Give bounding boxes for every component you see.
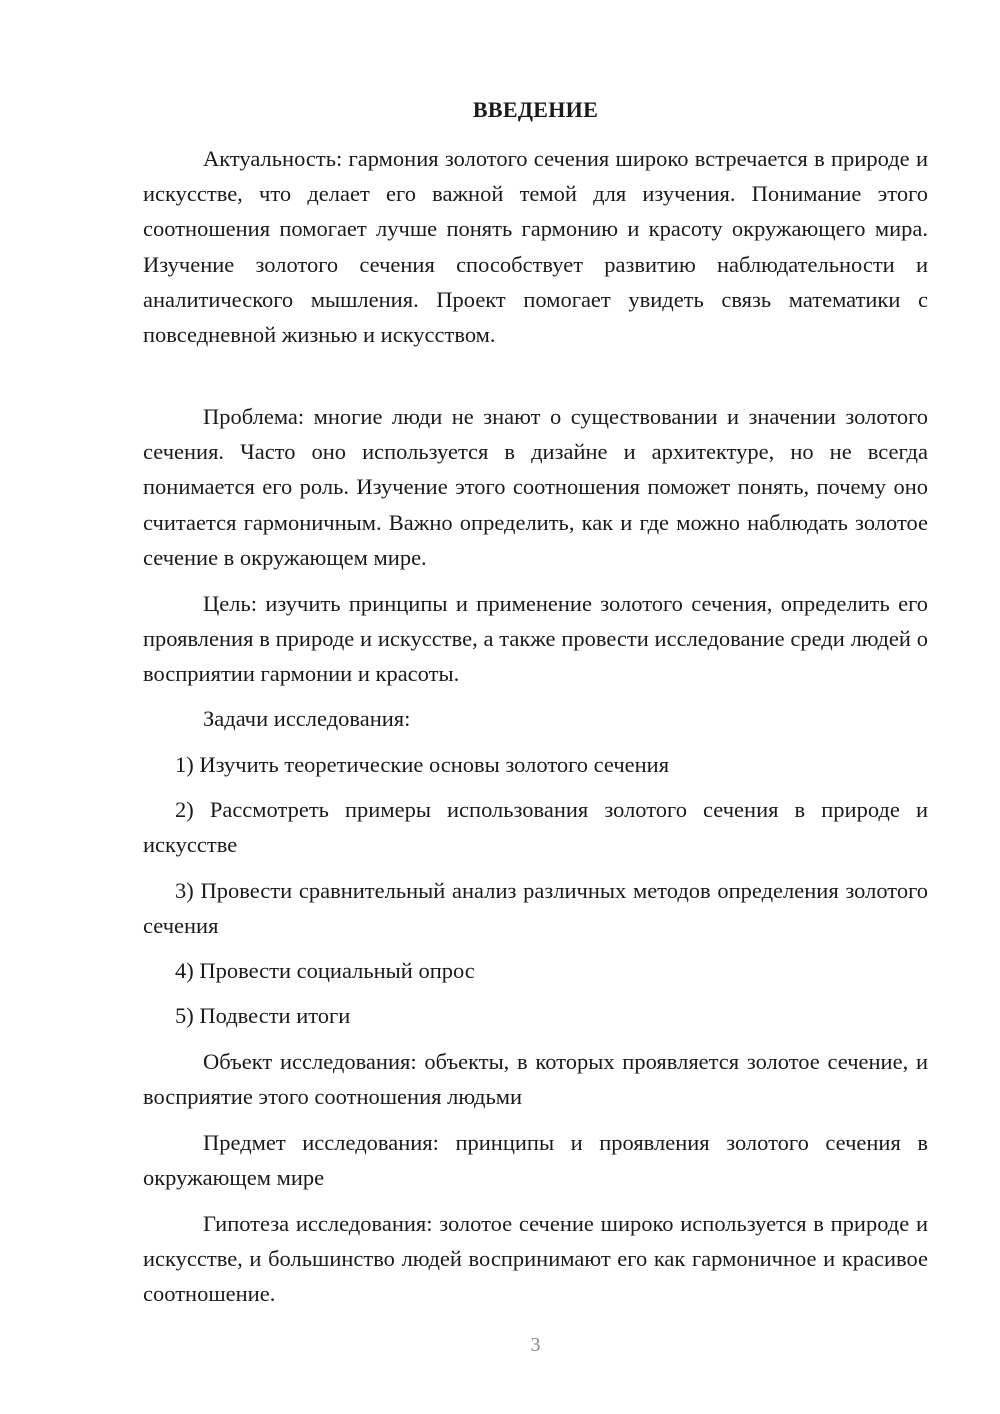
goal-paragraph: Цель: изучить принципы и применение золотого сечения, определить его проявления в природе и искусстве, а также провести исследование среди людей о восприятии гармонии и красоты. — [143, 591, 928, 687]
task-item-5: 5) Подвести итоги — [175, 1003, 351, 1028]
task-item-3: 3) Провести сравнительный анализ различных методов определения золотого сечения — [143, 878, 928, 939]
relevance-paragraph: Актуальность: гармония золотого сечения широко встречается в природе и искусстве, что делает его важной темой для изучения. Понимание этого соотношения помогает лучше понять гармонию и красоту окружающего мира. Изучение золотого сечения способствует развитию наблюдательности и аналитического мышления. Проект помогает увидеть связь математики с повседневной жизнью и искусством. — [143, 146, 928, 348]
problem-paragraph: Проблема: многие люди не знают о существовании и значении золотого сечения. Часто оно используется в дизайне и архитектуре, но не всегда понимается его роль. Изучение этого соотношения поможет понять, почему оно считается гармоничным. Важно определить, как и где можно наблюдать золотое сечение в окружающем мире. — [143, 404, 928, 570]
page-number: 3 — [530, 1334, 541, 1356]
task-item-4: 4) Провести социальный опрос — [175, 958, 475, 983]
hypothesis-paragraph: Гипотеза исследования: золотое сечение широко используется в природе и искусстве, и большинство людей воспринимают его как гармоничное и красивое соотношение. — [143, 1211, 928, 1307]
subject-paragraph: Предмет исследования: принципы и проявления золотого сечения в окружающем мире — [143, 1130, 928, 1191]
tasks-label: Задачи исследования: — [203, 706, 411, 731]
task-item-1: 1) Изучить теоретические основы золотого сечения — [175, 752, 670, 777]
object-paragraph: Объект исследования: объекты, в которых проявляется золотое сечение, и восприятие этого соотношения людьми — [143, 1049, 928, 1110]
task-item-2: 2) Рассмотреть примеры использования золотого сечения в природе и искусстве — [143, 797, 928, 858]
section-heading: ВВЕДЕНИЕ — [472, 97, 599, 122]
